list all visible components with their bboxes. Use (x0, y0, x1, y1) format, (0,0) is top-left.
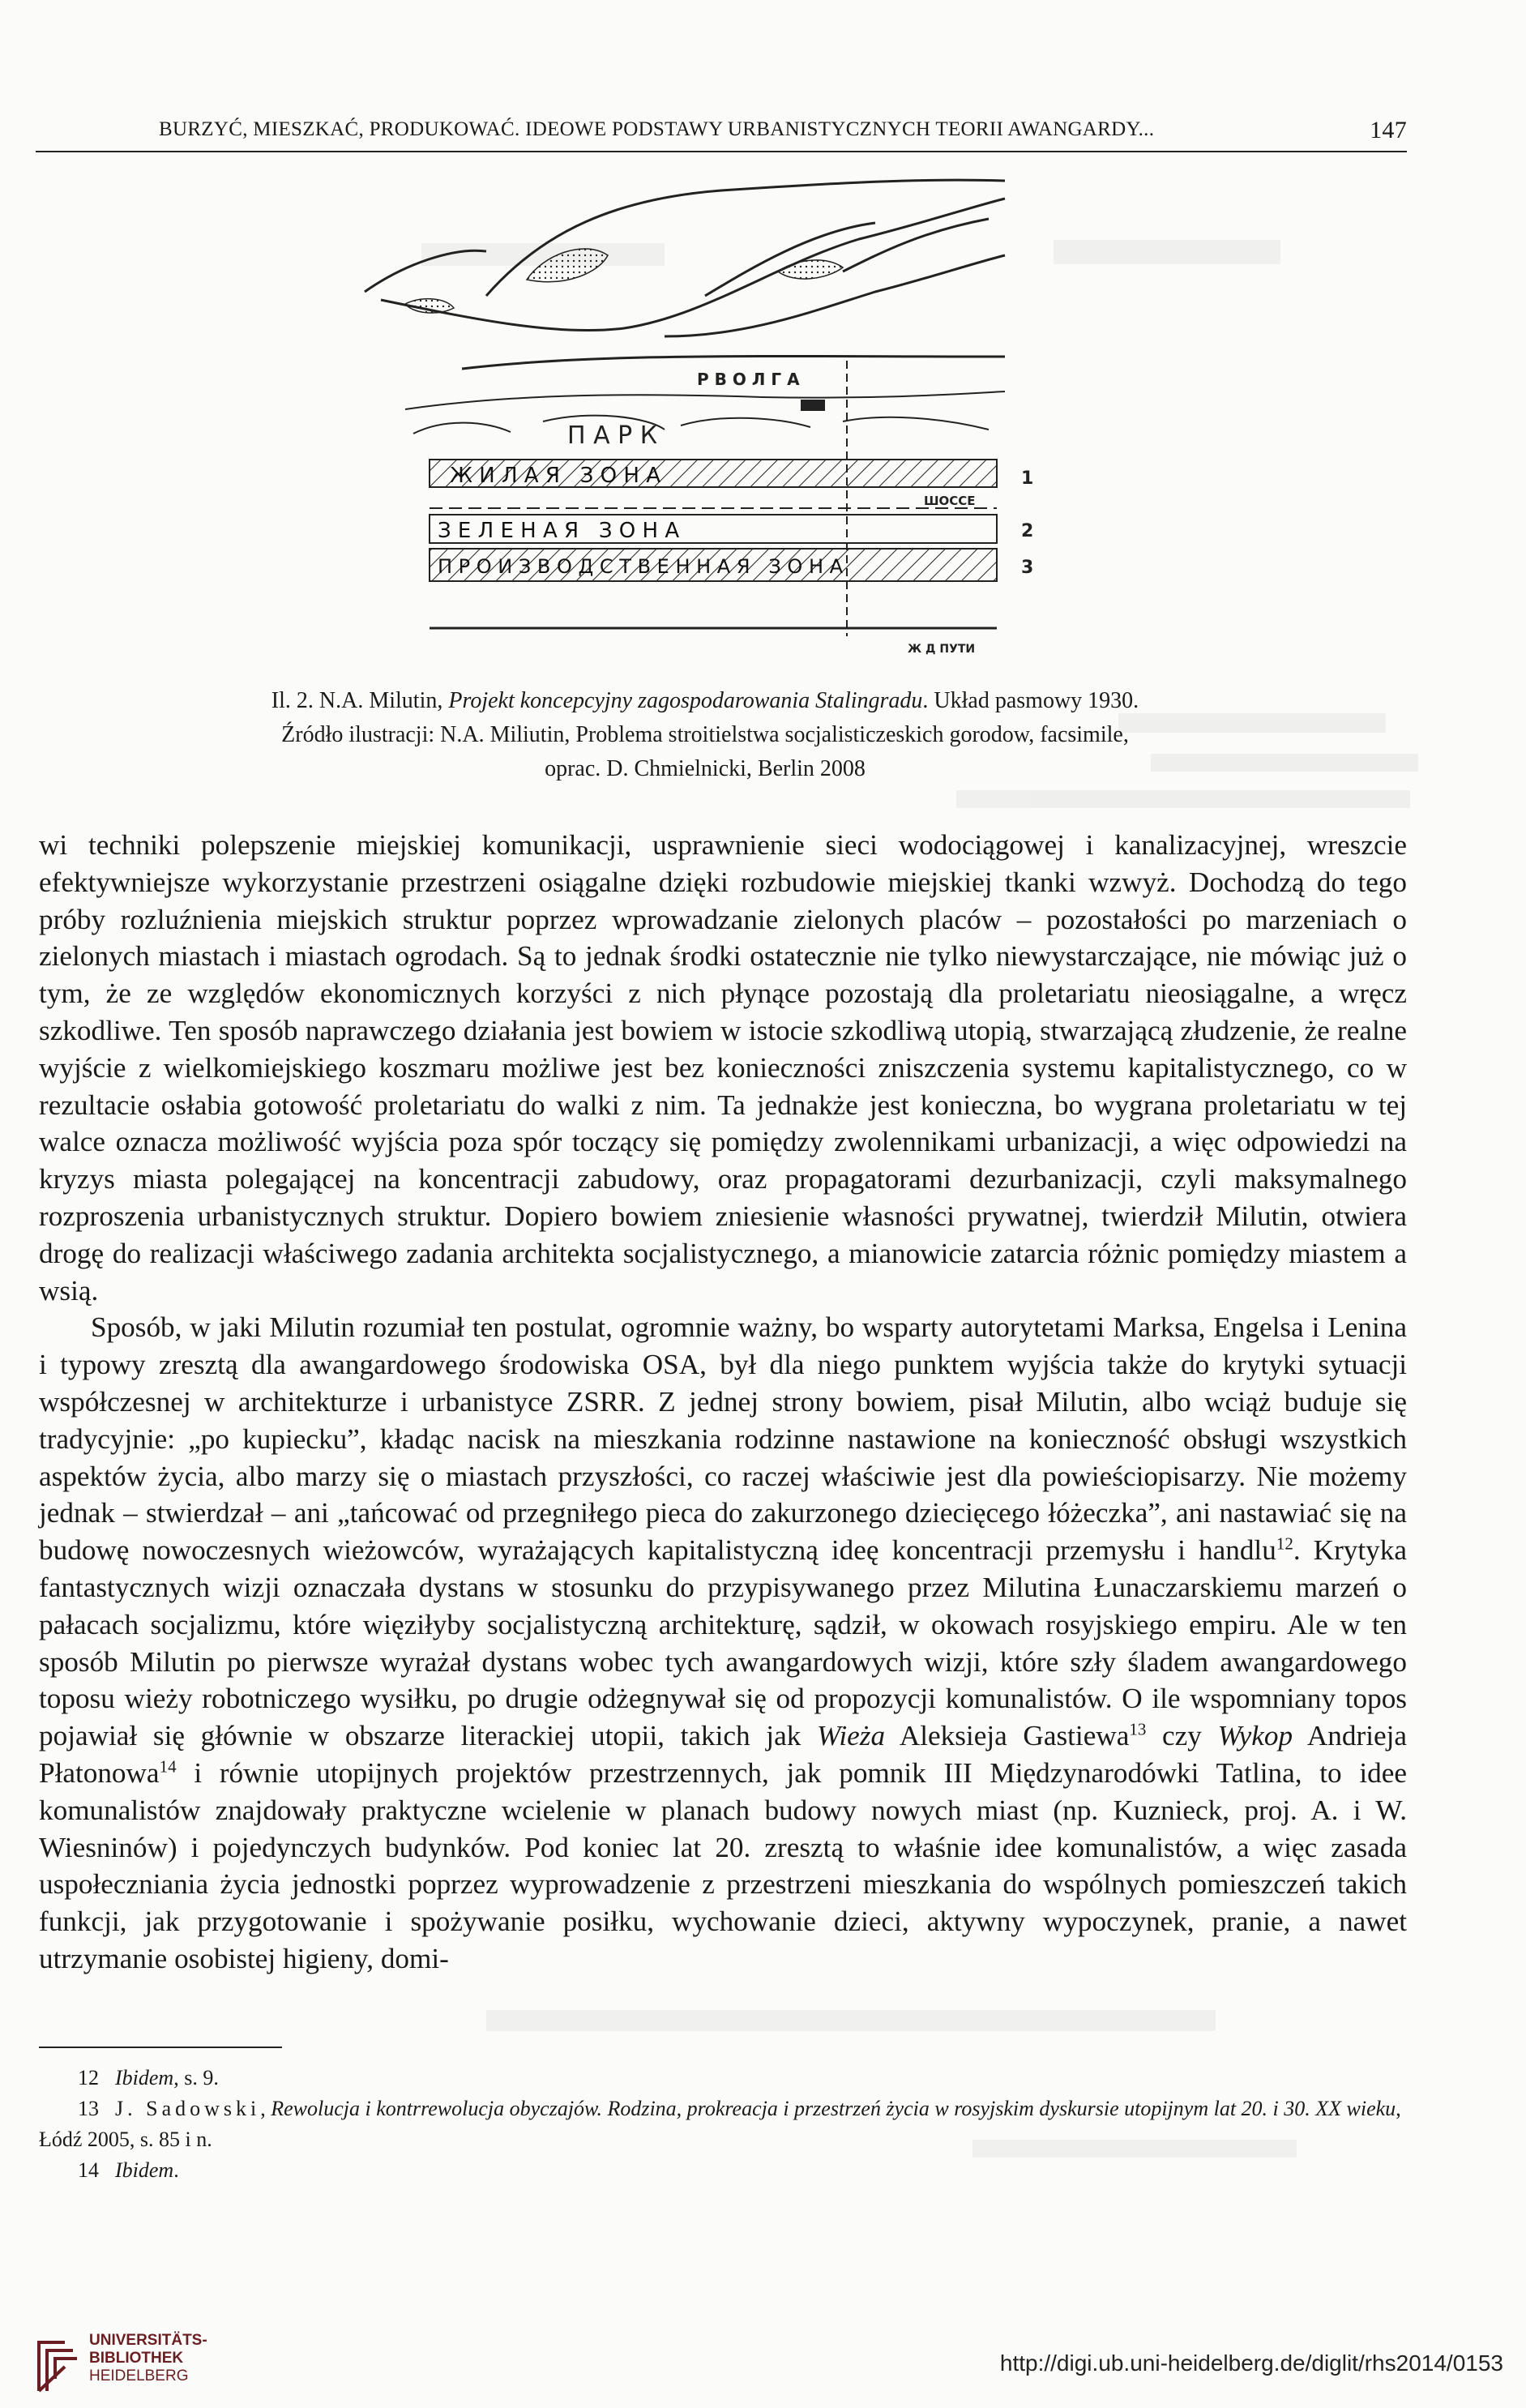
footnote-rule (39, 2047, 282, 2048)
footnote-ref-14[interactable]: 14 (159, 1756, 177, 1777)
park-marker (801, 400, 825, 411)
footnote-13: 13 J. Sadowski, Rewolucja i kontrrewolucja obyczajów. Rodzina, prokreacja i przestrzeń życia w rosyjskim dyskursie utopijnym lat 20. i 30. XX wieku, Łódź 2005, s. 85 i n. (39, 2094, 1407, 2155)
header-rule (36, 151, 1407, 152)
footnote-italic: Ibidem (115, 2158, 174, 2182)
residential-label: Ж И Л А Я З О Н А (450, 464, 660, 488)
paragraph-1: wi techniki polepszenie miejskiej komunikacji, usprawnienie sieci wodociągowej i kanalizacyjnej, wreszcie efektywniejsze wykorzystanie przestrzeni osiągalne dzięki rozbudowie miejskiej tkanki wzwyż. Dochodzą do tego próby rozluźnienia miejskich struktur poprzez wprowadzanie zielonych placów – pozostałości po marzeniach o zielonych miastach i miastach ogrodach. Są to jednak środki ostatecznie nie tylko niewystarczające, nie mówiąc już o tym, że ze względów ekonomicznych korzyści z nich płynące pozostają dla proletariatu nieosiągalne, a wręcz szkodliwe. Ten sposób naprawczego działania jest bowiem w istocie szkodliwą utopią, stwarzającą złudzenie, że realne wyjście z wielkomiejskiego koszmaru możliwe jest bez konieczności zniszczenia systemu kapitalistycznego, co w rezultacie osłabia gotowość proletariatu do walki z nim. Ta jednakże jest konieczna, bo wygrana proletariatu w tej walce oznacza możliwość wyjścia poza spór toczący się pomiędzy zwolennikami urbanizacji, a więc odpowiedzi na kryzys miasta polegającej na koncentracji zabudowy, oraz propagatorami dezurbanizacji, czyli maksymalnego rozproszenia urbanistycznych struktur. Dopiero bowiem zniesienie własności prywatnej, twierdził Milutin, otwiera drogę do realizacji właściwego zadania architekta socjalistycznego, a mianowicie zatarcia różnic pomiędzy miastem a wsią. (39, 829, 1407, 1307)
university-library-logo (32, 2330, 81, 2395)
green-label: З Е Л Е Н А Я З О Н А (438, 519, 680, 543)
footnote-ref-13[interactable]: 13 (1129, 1719, 1147, 1739)
library-line-2: BIBLIOTHEK (89, 2350, 184, 2367)
footnote-number: 14 (78, 2158, 99, 2182)
band-number-1: 1 (1021, 468, 1034, 489)
footnote-number: 12 (78, 2066, 99, 2089)
river-islands (405, 249, 843, 313)
footnote-14 (39, 2155, 1407, 2186)
park-band (405, 391, 1005, 434)
caption-source: Źródło ilustracji: N.A. Miliutin, Problema stroitielstwa socjalisticzeskich gorodow, facsimile, (281, 722, 1129, 747)
footnote-italic: Ibidem (115, 2066, 174, 2089)
caption-suffix: . Układ pasmowy 1930. (922, 688, 1139, 713)
paragraph-2-part-c: Aleksieja Gastiewa (885, 1720, 1130, 1752)
footnote-italic: Rewolucja i kontrrewolucja obyczajów. Rodzina, prokreacja i przestrzeń życia w rosyjskim dyskursie utopijnym lat 20. i 30. XX wieku (271, 2097, 1396, 2120)
library-line-3: HEIDELBERG (89, 2367, 189, 2384)
library-name (89, 2332, 207, 2385)
footnotes (39, 2063, 1407, 2186)
paragraph-2-part-b: . Krytyka fantastycznych wizji oznaczała dystans w stosunku do przypisywanego przez Milutina Łunaczarskiemu marzeń o pałacach socjalizmu, które więziłyby socjalistyczną architekturę, sądził, w okowach rosyjskiego empiru. Ale w ten sposób Milutin po pierwsze wyrażał dystans wobec tych awangardowych wizji, które szły śladem awangardowego toposu wieży robotniczego wysiłku, po drugie odżegnywał się od propozycji komunalistów. O ile wspomniany topos pojawiał się głównie w obszarze literackiej utopii, takich jak (39, 1534, 1407, 1752)
paragraph-2-part-e: Andrieja Płatonowa (39, 1720, 1407, 1789)
library-line-1: UNIVERSITÄTS- (89, 2332, 207, 2349)
footnote-12 (39, 2063, 1407, 2094)
body-text (39, 827, 1407, 1978)
park-label: П А Р К (567, 421, 658, 450)
footnote-text: , s. 9. (173, 2066, 219, 2089)
footnote-text: . (173, 2158, 179, 2182)
title-wieza: Wieża (817, 1720, 886, 1752)
highway-label: ШОССЕ (924, 494, 976, 508)
industrial-label: П Р О И З В О Д С Т В Е Н Н А Я З О Н А (438, 555, 844, 578)
caption-prefix: Il. 2. N.A. Milutin, (271, 688, 449, 713)
source-url-link[interactable]: http://digi.ub.uni-heidelberg.de/diglit/rhs2014/0153 (999, 2350, 1503, 2376)
paragraph-2 (39, 1309, 1407, 1977)
footnote-number: 13 (78, 2097, 99, 2120)
rail-label: Ж Д ПУТИ (908, 643, 976, 656)
volga-river-banks (365, 180, 1005, 369)
running-title: BURZYĆ, MIESZKAĆ, PRODUKOWAĆ. IDEOWE PODSTAWY URBANISTYCZNYCH TEORII AWANGARDY... (159, 118, 1155, 140)
running-header (159, 113, 1407, 146)
caption-title: Projekt koncepcyjny zagospodarowania Stalingradu (448, 688, 923, 713)
footnote-ref-12[interactable]: 12 (1276, 1533, 1293, 1554)
title-wykop: Wykop (1217, 1720, 1293, 1752)
band-number-3: 3 (1021, 558, 1034, 578)
volga-label: Р В О Л Г А (697, 370, 800, 389)
footnote-text: , Łódź 2005, s. 85 i n. (39, 2097, 1401, 2151)
stalingrad-plan-diagram (357, 174, 1126, 669)
paragraph-2-part-a: Sposób, w jaki Milutin rozumiał ten postulat, ogromnie ważny, bo wsparty autorytetami Marksa, Engelsa i Lenina i typowy zresztą dla awangardowego środowiska OSA, był dla niego punktem wyjścia także do krytyki sytuacji współczesnej w architekturze i urbanistyce ZSRR. Z jednej strony bowiem, pisał Milutin, albo wciąż buduje się tradycyjnie: „po kupiecku”, kładąc nacisk na mieszkania rodzinne nastawione na konieczność obsługi wszystkich aspektów życia, albo marzy się o miastach przyszłości, co raczej właściwie jest dla powieściopisarzy. Nie możemy jednak – stwierdzał – ani „tańcować od przegniłego pieca do zakurzonego dziecięcego łóżeczka”, ani nastawiać się na budowę nowoczesnych wieżowców, wyrażających kapitalistyczną ideę koncentracji przemysłu i handlu (39, 1311, 1407, 1567)
caption-editor: oprac. D. Chmielnicki, Berlin 2008 (545, 756, 866, 781)
paragraph-2-part-d: czy (1146, 1720, 1218, 1752)
footnote-author: J. Sadowski (115, 2097, 261, 2120)
band-number-2: 2 (1021, 521, 1034, 541)
paragraph-2-part-f: i równie utopijnych projektów przestrzennych, jak pomnik III Międzynarodówki Tatlina, to idee komunalistów znajdowały praktyczne wcielenie w planach budowy nowych miast (np. Kuznieck, proj. A. i W. Wiesninów) i pojedynczych budynków. Pod koniec lat 20. zresztą to właśnie idee komunalistów, a więc zasada uspołeczniania życia jednostki poprzez wyprowadzenie z przestrzeni mieszkania do wspólnych pomieszczeń takich funkcji, jak przygotowanie i spożywanie posiłku, wychowanie dzieci, aktywny wypoczynek, pranie, a nawet utrzymanie osobistej higieny, domi- (39, 1756, 1407, 1974)
figure-caption (130, 684, 1280, 786)
page-number: 147 (1370, 117, 1407, 143)
